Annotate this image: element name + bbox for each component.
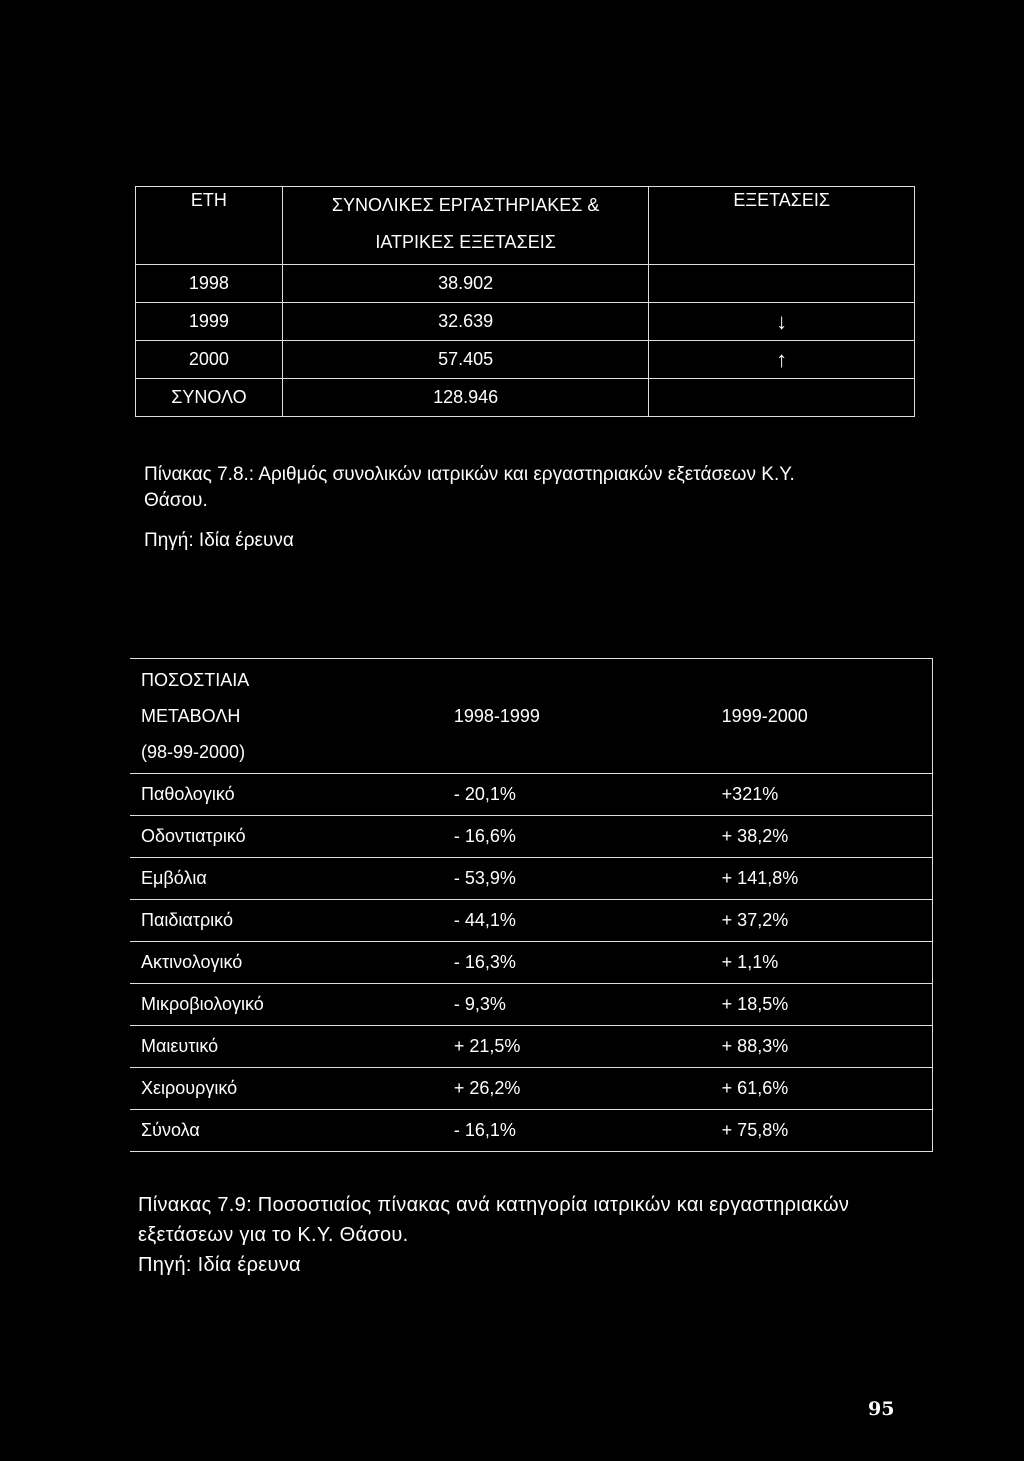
caption-source: Πηγή: Ιδία έρευνα xyxy=(138,1254,301,1276)
arrow-up-icon: ↑ xyxy=(649,341,915,379)
header-line: (98-99-2000) xyxy=(141,742,246,762)
row-trend xyxy=(649,265,915,303)
percentage-change-table xyxy=(130,658,933,1152)
row-change-1999-2000: + 1,1% xyxy=(640,942,933,984)
header-total-exams-line2: ΙΑΤΡΙΚΕΣ ΕΞΕΤΑΣΕΙΣ xyxy=(375,232,556,252)
row-trend xyxy=(649,379,915,417)
header-period-1999-2000: 1999-2000 xyxy=(640,659,933,774)
table-row xyxy=(136,303,915,341)
row-change-1999-2000: +321% xyxy=(640,774,933,816)
row-change-1998-1999: - 9,3% xyxy=(390,984,640,1026)
row-category: Μαιευτικό xyxy=(130,1026,390,1068)
row-change-1998-1999: - 16,1% xyxy=(390,1110,640,1152)
row-change-1999-2000: + 38,2% xyxy=(640,816,933,858)
row-change-1999-2000: + 75,8% xyxy=(640,1110,933,1152)
row-change-1998-1999: - 20,1% xyxy=(390,774,640,816)
row-category: Μικροβιολογικό xyxy=(130,984,390,1026)
row-change-1998-1999: + 21,5% xyxy=(390,1026,640,1068)
table-row xyxy=(130,900,933,942)
row-total: 38.902 xyxy=(282,265,649,303)
table-header-row xyxy=(136,187,915,265)
row-change-1999-2000: + 61,6% xyxy=(640,1068,933,1110)
table-row xyxy=(130,1026,933,1068)
caption-line: Πίνακας 7.8.: Αριθμός συνολικών ιατρικών και εργαστηριακών εξετάσεων Κ.Υ. xyxy=(144,464,795,485)
row-change-1998-1999: + 26,2% xyxy=(390,1068,640,1110)
row-change-1999-2000: + 141,8% xyxy=(640,858,933,900)
table-row-total xyxy=(130,1110,933,1152)
table-row xyxy=(130,816,933,858)
header-total-exams xyxy=(282,187,649,265)
table-row xyxy=(130,942,933,984)
row-category: Παιδιατρικό xyxy=(130,900,390,942)
table-row xyxy=(136,265,915,303)
row-category: Εμβόλια xyxy=(130,858,390,900)
caption-source: Πηγή: Ιδία έρευνα xyxy=(144,530,294,551)
row-change-1998-1999: - 53,9% xyxy=(390,858,640,900)
header-percentage-change xyxy=(130,659,390,774)
row-total: 32.639 xyxy=(282,303,649,341)
row-change-1998-1999: - 44,1% xyxy=(390,900,640,942)
table-row xyxy=(130,1068,933,1110)
table-caption-7-9 xyxy=(138,1190,938,1280)
table-row xyxy=(130,984,933,1026)
exams-total-table xyxy=(135,186,915,417)
row-total: 128.946 xyxy=(282,379,649,417)
table-row-total xyxy=(136,379,915,417)
page-number: 95 xyxy=(868,1398,895,1420)
caption-line: εξετάσεων για το Κ.Υ. Θάσου. xyxy=(138,1224,409,1246)
table-header-row xyxy=(130,659,933,774)
row-category: Χειρουργικό xyxy=(130,1068,390,1110)
row-category: Παθολογικό xyxy=(130,774,390,816)
header-line: ΠΟΣΟΣΤΙΑΙΑ xyxy=(141,670,250,690)
row-change-1998-1999: - 16,3% xyxy=(390,942,640,984)
header-period-1998-1999: 1998-1999 xyxy=(390,659,640,774)
caption-line: Θάσου. xyxy=(144,490,208,511)
table-row xyxy=(130,858,933,900)
header-exams: ΕΞΕΤΑΣΕΙΣ xyxy=(649,187,915,265)
table-caption-7-8 xyxy=(144,462,924,554)
row-year: ΣΥΝΟΛΟ xyxy=(136,379,283,417)
row-total: 57.405 xyxy=(282,341,649,379)
row-change-1999-2000: + 37,2% xyxy=(640,900,933,942)
row-year: 1999 xyxy=(136,303,283,341)
row-category: Οδοντιατρικό xyxy=(130,816,390,858)
header-years: ΕΤΗ xyxy=(136,187,283,265)
row-year: 1998 xyxy=(136,265,283,303)
row-change-1999-2000: + 18,5% xyxy=(640,984,933,1026)
caption-line: Πίνακας 7.9: Ποσοστιαίος πίνακας ανά κατηγορία ιατρικών και εργαστηριακών xyxy=(138,1194,850,1216)
header-line: ΜΕΤΑΒΟΛΗ xyxy=(141,706,241,726)
row-category: Ακτινολογικό xyxy=(130,942,390,984)
row-change-1998-1999: - 16,6% xyxy=(390,816,640,858)
table-row xyxy=(130,774,933,816)
arrow-down-icon: ↓ xyxy=(649,303,915,341)
header-total-exams-line1: ΣΥΝΟΛΙΚΕΣ ΕΡΓΑΣΤΗΡΙΑΚΕΣ & xyxy=(331,195,600,215)
row-change-1999-2000: + 88,3% xyxy=(640,1026,933,1068)
row-year: 2000 xyxy=(136,341,283,379)
row-category: Σύνολα xyxy=(130,1110,390,1152)
table-row xyxy=(136,341,915,379)
